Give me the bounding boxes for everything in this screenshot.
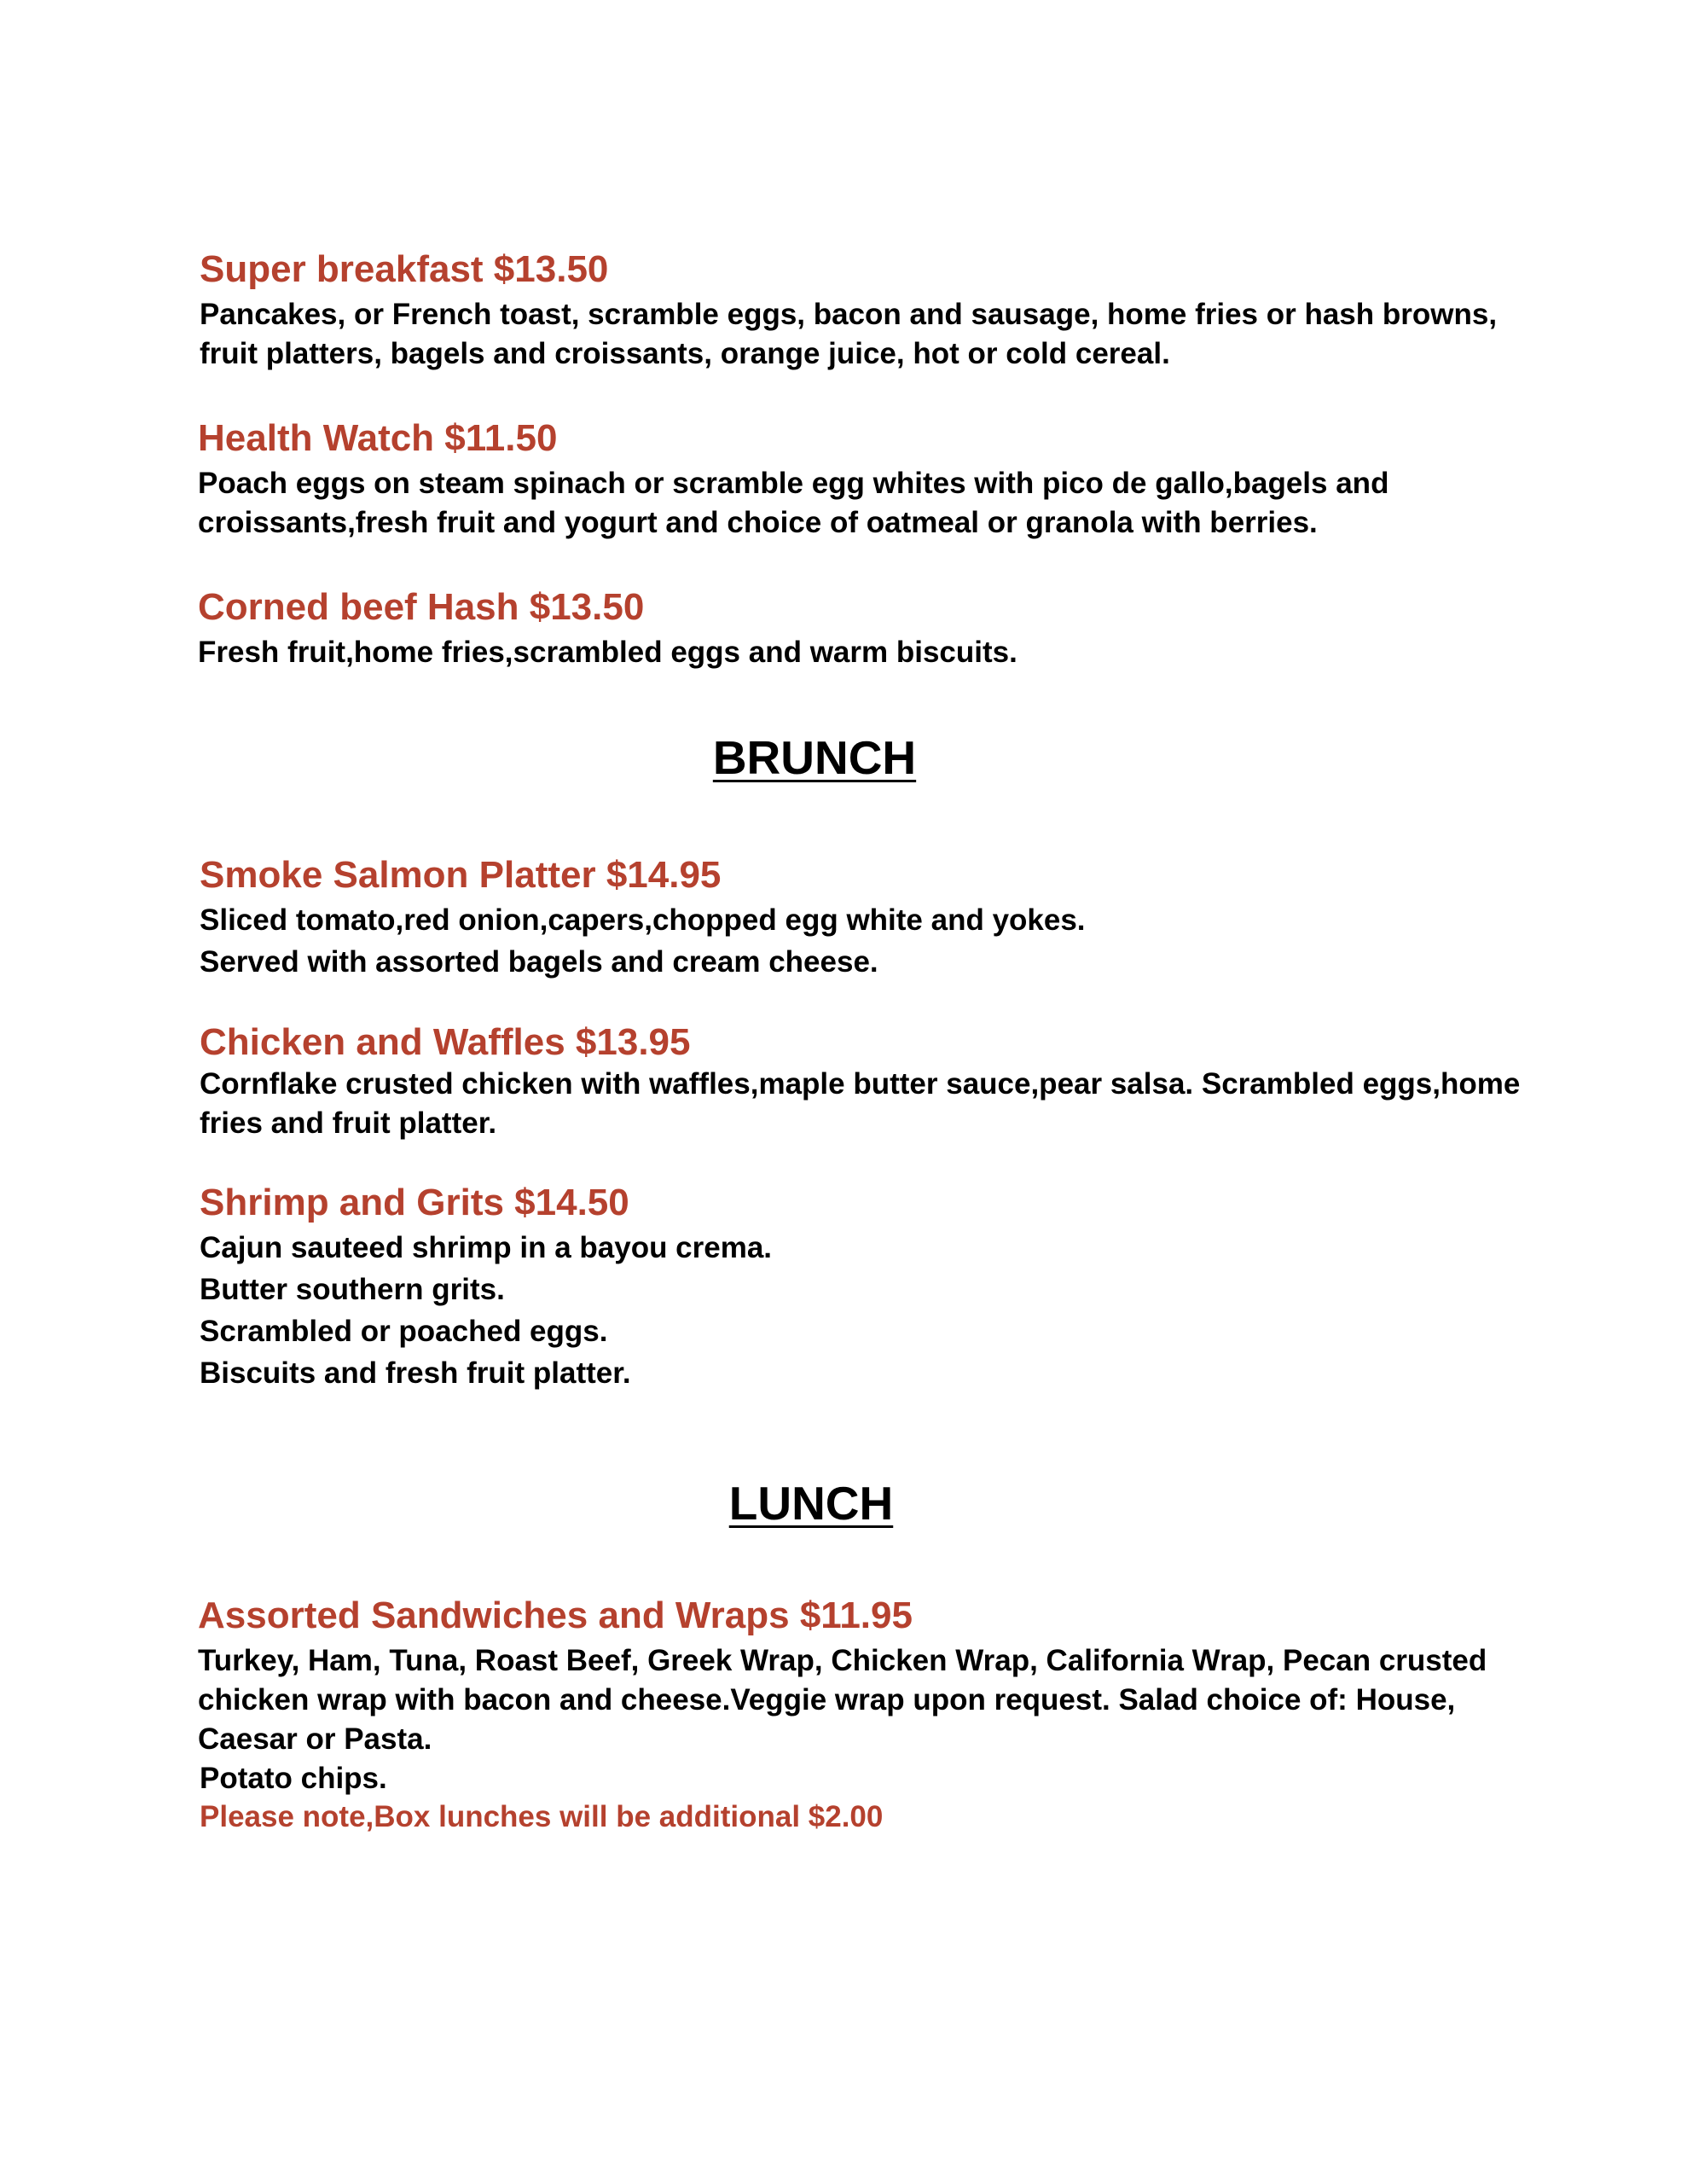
menu-item-title: Health Watch $11.50: [198, 417, 558, 459]
menu-item-description: Poach eggs on steam spinach or scramble egg whites with pico de gallo,bagels and croissants,fresh fruit and yogurt and choice of oatmeal or granola with berries.: [198, 467, 1389, 539]
menu-item-description: Fresh fruit,home fries,scrambled eggs and warm biscuits.: [198, 636, 1017, 669]
menu-item-description: Pancakes, or French toast, scramble eggs, bacon and sausage, home fries or hash browns, fruit platters, bagels and croissants, orange juice, hot or cold cereal.: [200, 298, 1498, 370]
menu-item-chicken-and-waffles: [200, 1020, 1530, 1143]
menu-item-title: Assorted Sandwiches and Wraps $11.95: [198, 1594, 913, 1636]
menu-item-health-watch: [198, 416, 1528, 543]
menu-item-title: Super breakfast $13.50: [200, 248, 609, 290]
menu-item-title: Chicken and Waffles $13.95: [200, 1021, 691, 1063]
menu-item-line: Served with assorted bagels and cream cheese.: [200, 945, 878, 979]
menu-item-line: Cajun sauteed shrimp in a bayou crema.: [200, 1231, 773, 1264]
menu-item-super-breakfast: [200, 247, 1530, 374]
menu-item-assorted-sandwiches-and-wraps: [198, 1594, 1528, 1836]
menu-item-line: Sliced tomato,red onion,capers,chopped egg white and yokes.: [200, 903, 1086, 937]
menu-item-line: Butter southern grits.: [200, 1273, 505, 1306]
menu-item-line: Scrambled or poached eggs.: [200, 1315, 608, 1348]
menu-item-line: Potato chips.: [200, 1762, 387, 1795]
menu-item-line: Biscuits and fresh fruit platter.: [200, 1356, 631, 1390]
menu-item-smoke-salmon-platter: [200, 853, 1530, 983]
menu-item-title: Shrimp and Grits $14.50: [200, 1182, 629, 1223]
section-heading-brunch: BRUNCH: [712, 731, 917, 784]
menu-item-note: Please note,Box lunches will be additional $2.00: [200, 1800, 884, 1833]
menu-item-title: Smoke Salmon Platter $14.95: [200, 854, 722, 896]
menu-item-corned-beef-hash: [198, 585, 1528, 672]
menu-item-description: Turkey, Ham, Tuna, Roast Beef, Greek Wrap, Chicken Wrap, California Wrap, Pecan crusted chicken wrap with bacon and cheese.Veggie wrap upon request. Salad choice of: House, Caesar or Pasta.: [198, 1644, 1487, 1756]
menu-item-shrimp-and-grits: [200, 1181, 1530, 1394]
section-heading-lunch: LUNCH: [728, 1477, 894, 1530]
menu-item-description: Cornflake crusted chicken with waffles,maple butter sauce,pear salsa. Scrambled eggs,home fries and fruit platter.: [200, 1067, 1521, 1140]
menu-item-title: Corned beef Hash $13.50: [198, 586, 645, 628]
